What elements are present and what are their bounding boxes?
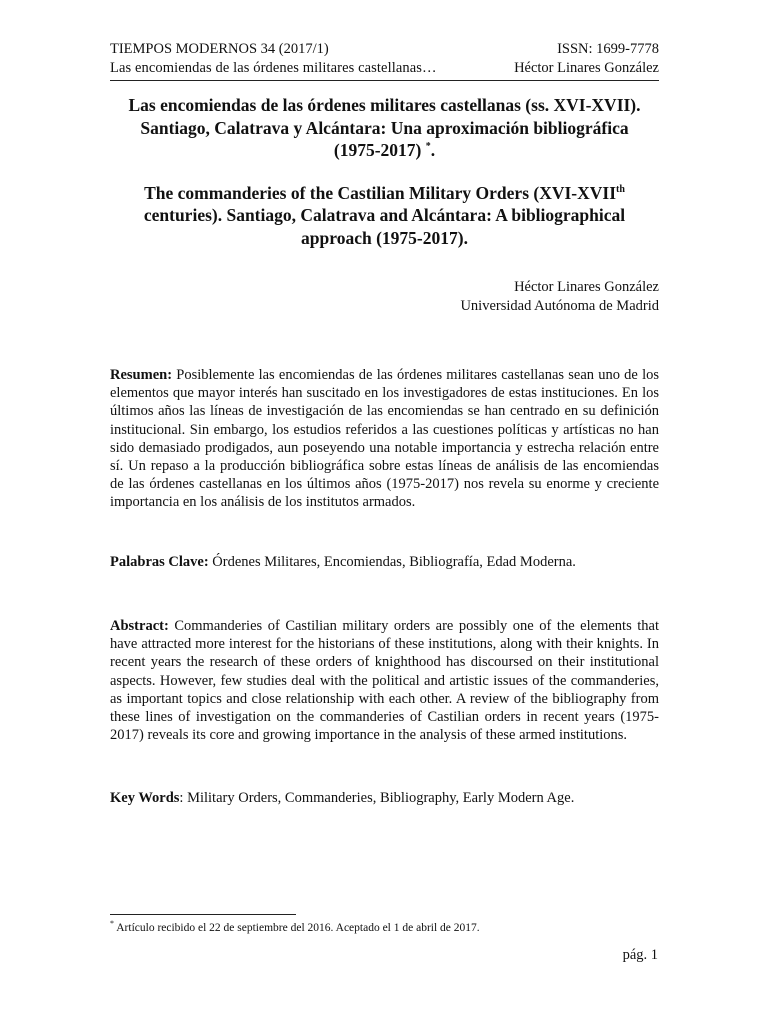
footnote-reference: * — [425, 141, 431, 153]
footnote — [110, 921, 480, 936]
key-words-label: Key Words — [110, 790, 180, 806]
palabras-clave-paragraph — [110, 553, 659, 571]
journal-name: TIEMPOS MODERNOS 34 (2017/1) — [110, 41, 329, 57]
author-block — [110, 278, 659, 316]
title-es-line-2: Santiago, Calatrava y Alcántara: Una aproximación bibliográfica — [140, 117, 629, 138]
author-name: Héctor Linares González — [514, 279, 659, 295]
title-block — [110, 94, 659, 249]
palabras-clave-label: Palabras Clave: — [110, 554, 209, 570]
footnote-divider — [110, 914, 296, 915]
title-es-line-3: (1975-2017) — [333, 140, 422, 160]
title-en-superscript: th — [616, 183, 625, 195]
footnote-mark: * — [110, 919, 114, 929]
title-en-line-1: The commanderies of the Castilian Military Orders (XVI-XVII — [144, 182, 617, 203]
header-row-2 — [110, 59, 659, 78]
abstract-text: Commanderies of Castilian military orders are possibly one of the elements that have attracted more interest for the historians of these institutions, along with their knights. In recent years the research of these orders of knighthood has discoursed on their institutional aspects. However, few studies deal with the political and artistic issues of the commanderies, as important topics and close relationship with each other. A review of the bibliography from these lines of investigation on the commanderies of Castilian orders in recent years (1975-2017) reveals its core and growing importance in the analysis of these armed institutions. — [110, 618, 660, 744]
abstract-paragraph — [110, 617, 659, 744]
author-affiliation: Universidad Autónoma de Madrid — [460, 298, 659, 314]
abstract-label: Abstract: — [110, 618, 169, 634]
key-words-paragraph — [110, 789, 659, 807]
title-es-line-1: Las encomiendas de las órdenes militares castellanas (ss. XVI-XVII). — [128, 95, 641, 115]
resumen-text: Posiblemente las encomiendas de las órdenes militares castellanas sean uno de los elementos que mayor interés han suscitado en los investigadores de estas instituciones. En los últimos años las líneas de investigación de las encomiendas se han centrado en su definición institucional. Sin embargo, los estudios referidos a las cuestiones políticas y artísticas no han sido demasiado prodigados, aun poseyendo una notable importancia y estrecha relación entre sí. Un repaso a la producción bibliográfica sobre estas líneas de análisis de las encomiendas de las órdenes castellanas en los últimos años (1975-2017) nos revela su enorme y creciente importancia en los análisis de los institutos armados. — [110, 367, 659, 511]
title-en-line-2: centuries). Santiago, Calatrava and Alcántara: A bibliographical — [143, 205, 626, 225]
footnote-text: Artículo recibido el 22 de septiembre del 2016. Aceptado el 1 de abril de 2017. — [114, 922, 480, 934]
title-spanish — [110, 94, 659, 162]
key-words-text: : Military Orders, Commanderies, Bibliography, Early Modern Age. — [179, 790, 575, 806]
running-author: Héctor Linares González — [514, 60, 659, 76]
page-number: pág. 1 — [622, 947, 658, 963]
resumen-label: Resumen: — [110, 367, 173, 383]
issn: ISSN: 1699-7778 — [557, 41, 659, 57]
resumen-paragraph — [110, 366, 659, 512]
title-en-line-3: approach (1975-2017). — [301, 227, 468, 248]
running-header — [110, 40, 659, 81]
palabras-clave-text: Órdenes Militares, Encomiendas, Bibliografía, Edad Moderna. — [212, 554, 576, 570]
header-row-1 — [110, 40, 659, 59]
title-english — [110, 182, 659, 250]
title-es-period: . — [430, 140, 436, 160]
running-title: Las encomiendas de las órdenes militares castellanas… — [110, 60, 437, 76]
